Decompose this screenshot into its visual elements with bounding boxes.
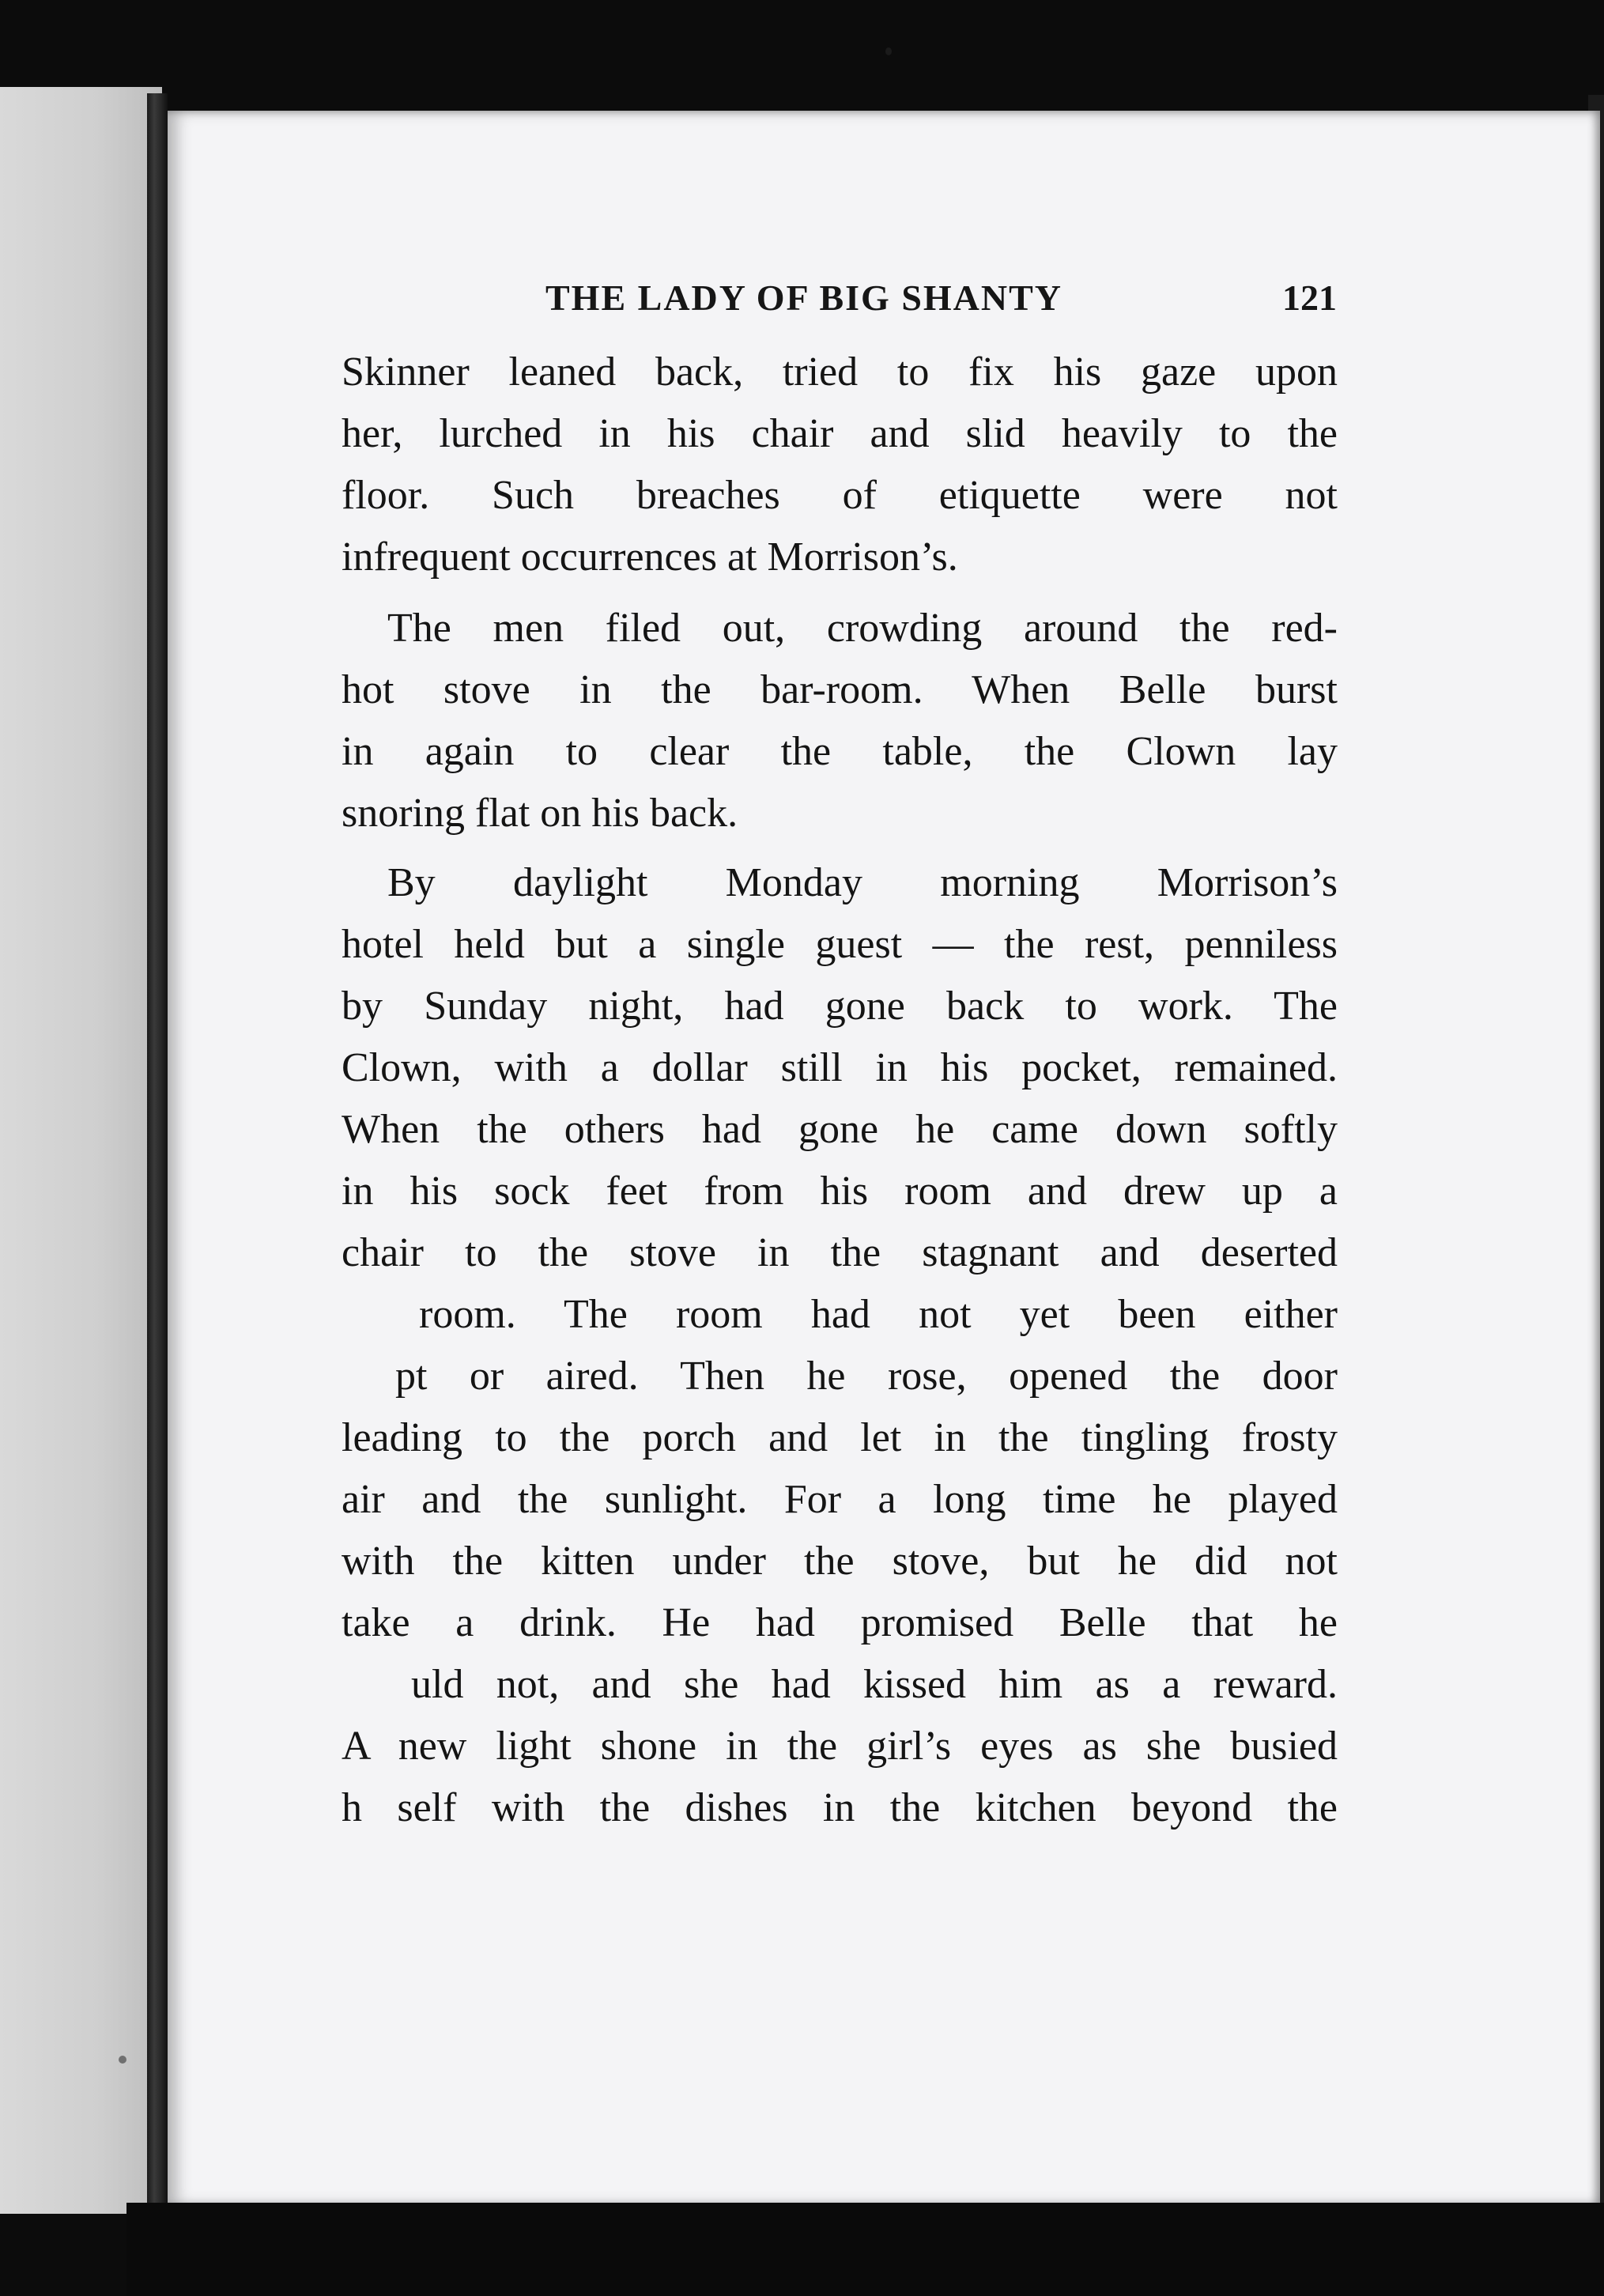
text-line: snoring flat on his back. <box>342 791 738 836</box>
text-line: When the others had gone he came down softly <box>342 1107 1338 1152</box>
text-line: with the kitten under the stove, but he did not <box>342 1539 1338 1584</box>
scan-speck <box>119 2056 126 2064</box>
scanner-background-left <box>0 87 162 2214</box>
text-line: Skinner leaned back, tried to fix his gaze upon <box>342 349 1338 395</box>
text-line: air and the sunlight. For a long time he played <box>342 1477 1338 1522</box>
text-line: hotel held but a single guest — the rest, penniless <box>342 922 1338 967</box>
text-line: room. The room had not yet been either <box>419 1292 1338 1337</box>
text-line: by Sunday night, had gone back to work. The <box>342 984 1338 1029</box>
text-line: Clown, with a dollar still in his pocket, remained. <box>342 1045 1338 1090</box>
text-line: By daylight Monday morning Morrison’s <box>387 860 1338 905</box>
scanner-background-bottom <box>126 2203 1604 2296</box>
text-line: pt or aired. Then he rose, opened the door <box>395 1354 1338 1399</box>
text-line: take a drink. He had promised Belle that he <box>342 1600 1338 1645</box>
text-line: h self with the dishes in the kitchen beyond the <box>342 1785 1338 1830</box>
text-line: in his sock feet from his room and drew up a <box>342 1169 1338 1214</box>
text-line: A new light shone in the girl’s eyes as she busied <box>342 1724 1338 1769</box>
scan-speck <box>885 47 892 55</box>
text-line: hot stove in the bar-room. When Belle burst <box>342 667 1338 712</box>
text-line: her, lurched in his chair and slid heavily to the <box>342 411 1338 456</box>
text-line: chair to the stove in the stagnant and deserted <box>342 1230 1338 1275</box>
book-binding <box>147 93 168 2212</box>
text-line: in again to clear the table, the Clown lay <box>342 729 1338 774</box>
text-line: uld not, and she had kissed him as a reward. <box>411 1662 1338 1707</box>
text-line: infrequent occurrences at Morrison’s. <box>342 534 958 580</box>
text-line: floor. Such breaches of etiquette were not <box>342 473 1338 518</box>
text-line: leading to the porch and let in the tingling frosty <box>342 1415 1338 1460</box>
text-line: The men filed out, crowding around the red- <box>387 606 1338 651</box>
page-number: 121 <box>1282 278 1337 318</box>
running-title: THE LADY OF BIG SHANTY <box>545 278 1063 318</box>
